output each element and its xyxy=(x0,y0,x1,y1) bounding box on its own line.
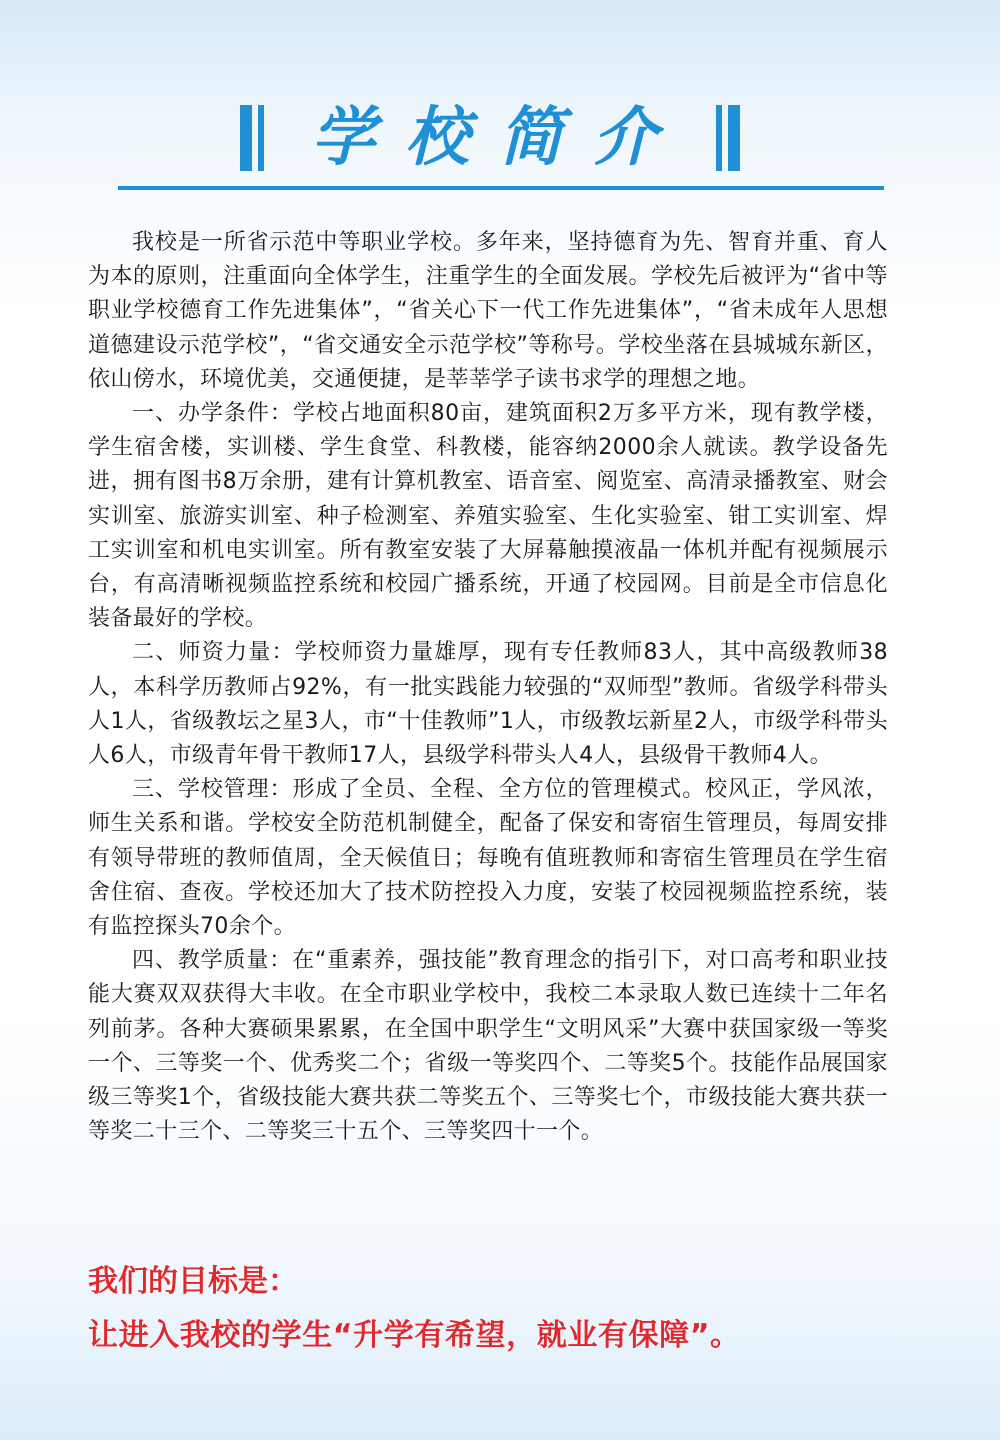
title-divider xyxy=(118,186,884,190)
goal-statement: 让进入我校的学生“升学有希望，就业有保障”。 xyxy=(88,1318,741,1353)
goal-heading: 我们的目标是： xyxy=(88,1264,298,1299)
right-title-bars xyxy=(716,105,740,171)
intro-paragraph-overview: 我校是一所省示范中等职业学校。多年来，坚持德育为先、智育并重、育人为本的原则，注重面向全体学生，注重学生的全面发展。学校先后被评为“省中等职业学校德育工作先进集体”，“省关心下一代工作先进集体”，“省未成年人思想道德建设示范学校”，“省交通安全示范学校”等称号。学校坐落在县城城东新区，依山傍水，环境优美，交通便捷，是莘莘学子读书求学的理想之地。 xyxy=(88,230,888,392)
left-title-bars xyxy=(240,105,264,171)
title-banner xyxy=(240,98,740,178)
right-thick-bar xyxy=(728,105,740,171)
right-thin-bar xyxy=(716,105,722,171)
left-thin-bar xyxy=(258,105,264,171)
intro-paragraph-teaching-quality: 四、教学质量：在“重素养，强技能”教育理念的指引下，对口高考和职业技能大赛双双获得大丰收。在全市职业学校中，我校二本录取人数已连续十二年名列前茅。各种大赛硕果累累，在全国中职学生“文明风采”大赛中获国家级一等奖一个、三等奖一个、优秀奖二个；省级一等奖四个、二等奖5个。技能作品展国家级三等奖1个，省级技能大赛共获二等奖五个、三等奖七个，市级技能大赛共获一等奖二十三个、二等奖三十五个、三等奖四十一个。 xyxy=(88,948,888,1145)
intro-paragraph-faculty: 二、师资力量：学校师资力量雄厚，现有专任教师83人，其中高级教师38人，本科学历教师占92%，有一批实践能力较强的“双师型”教师。省级学科带头人1人，省级教坛之星3人，市“十佳教师”1人，市级教坛新星2人，市级学科带头人6人，市级青年骨干教师17人，县级学科带头人4人，县级骨干教师4人。 xyxy=(88,640,888,769)
intro-body xyxy=(88,226,888,1149)
left-thick-bar xyxy=(240,105,252,171)
intro-paragraph-facilities: 一、办学条件：学校占地面积80亩，建筑面积2万多平方米，现有教学楼，学生宿舍楼，实训楼、学生食堂、科教楼，能容纳2000余人就读。教学设备先进，拥有图书8万余册，建有计算机教室、语音室、阅览室、高清录播教室、财会实训室、旅游实训室、种子检测室、养殖实验室、生化实验室、钳工实训室、焊工实训室和机电实训室。所有教室安装了大屏幕触摸液晶一体机并配有视频展示台，有高清晰视频监控系统和校园广播系统，开通了校园网。目前是全市信息化装备最好的学校。 xyxy=(88,401,888,632)
intro-paragraph-management: 三、学校管理：形成了全员、全程、全方位的管理模式。校风正，学风浓，师生关系和谐。学校安全防范机制健全，配备了保安和寄宿生管理员，每周安排有领导带班的教师值周，全天候值日；每晚有值班教师和寄宿生管理员在学生宿舍住宿、查夜。学校还加大了技术防控投入力度，安装了校园视频监控系统，装有监控探头70余个。 xyxy=(88,777,888,940)
page-title: 学校简介 xyxy=(311,100,687,175)
